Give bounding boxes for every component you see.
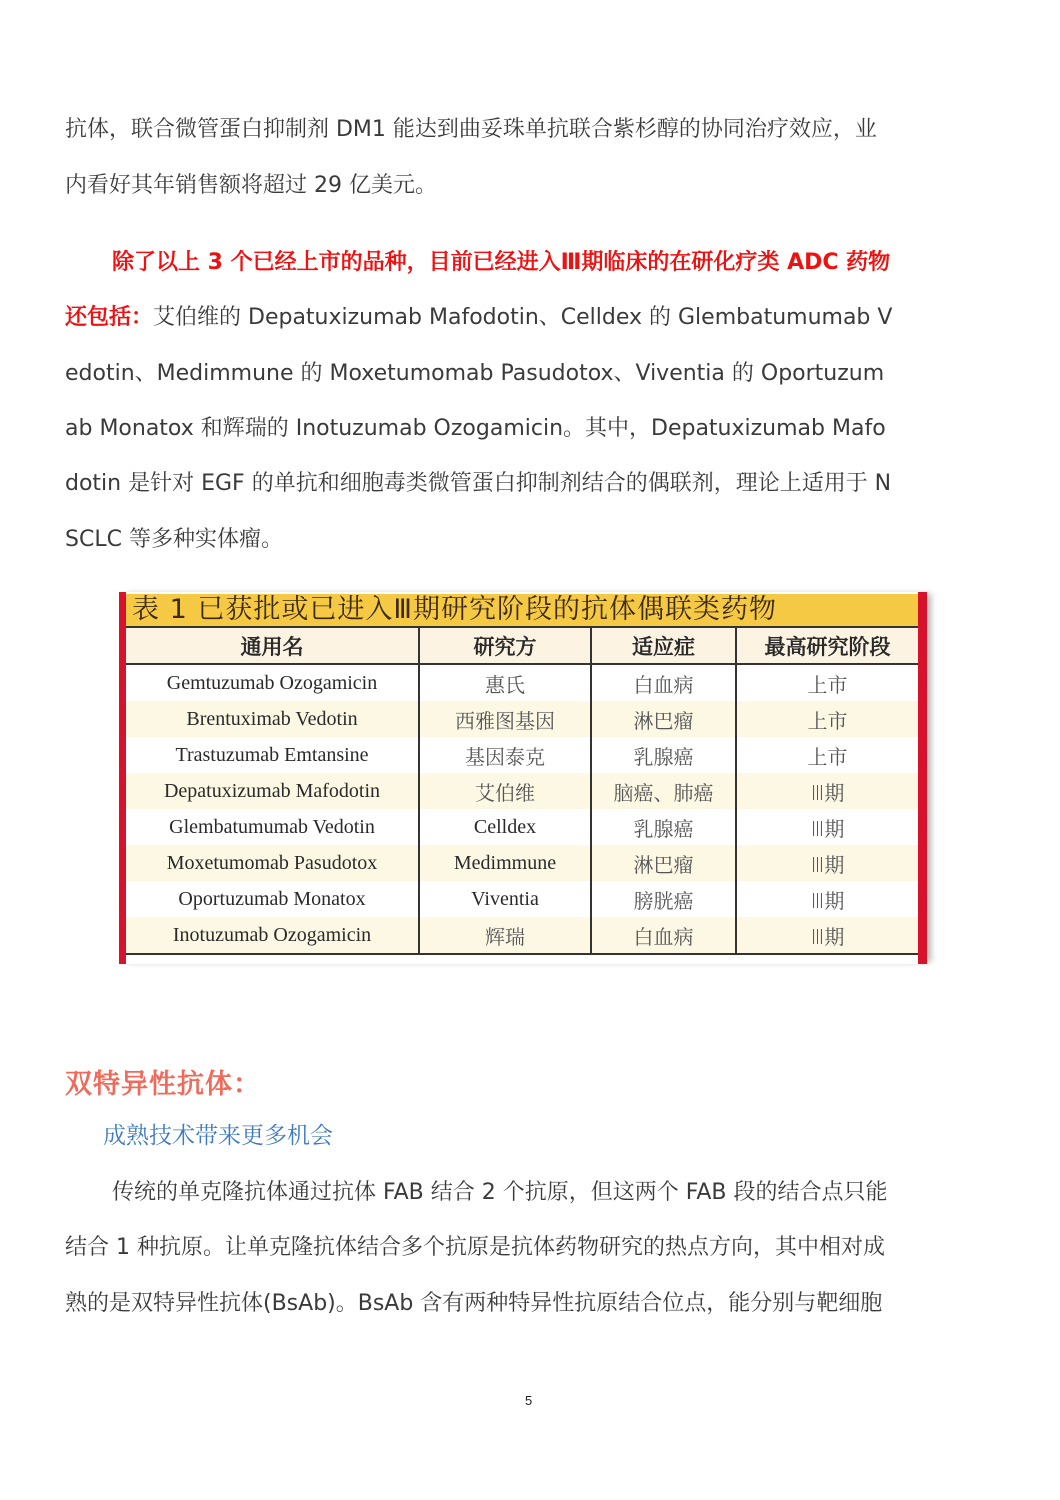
- text-run: 艾伯维的 Depatuxizumab Mafodotin、Celldex 的 Glembatumumab V: [153, 305, 893, 330]
- cell-name: Oportuzumab Monatox: [178, 887, 366, 910]
- cell-developer: 西雅图基因: [419, 701, 591, 737]
- section-heading: 双特异性抗体：: [65, 1069, 261, 1100]
- text-line: ab Monatox 和辉瑞的 Inotuzumab Ozogamicin。其中，Depatuxizumab Mafo: [65, 416, 886, 441]
- text-line: 熟的是双特异性抗体(BsAb)。BsAb 含有两种特异性抗原结合位点，能分别与靶细胞: [65, 1291, 883, 1316]
- cell-indication: 膀胱癌: [591, 881, 736, 917]
- page-number: 5: [525, 1393, 533, 1408]
- table-title: 表 1 已获批或已进入Ⅲ期研究阶段的抗体偶联类药物: [126, 594, 918, 626]
- cell-developer: 辉瑞: [419, 917, 591, 954]
- header-indication: 适应症: [591, 627, 736, 664]
- cell-phase: 上市: [736, 664, 918, 701]
- cell-developer: 基因泰克: [419, 737, 591, 773]
- table-row: [126, 881, 918, 917]
- table-row: [126, 845, 918, 881]
- cell-phase: Ⅲ期: [736, 881, 918, 917]
- cell-phase: Ⅲ期: [736, 917, 918, 954]
- table-row: [126, 737, 918, 773]
- table-row: [126, 664, 918, 701]
- cell-developer: Medimmune: [419, 845, 591, 881]
- table-row: [126, 701, 918, 737]
- drug-table-figure: [119, 592, 927, 964]
- cell-name: Trastuzumab Emtansine: [175, 743, 369, 766]
- table-row: [126, 809, 918, 845]
- text-line: 传统的单克隆抗体通过抗体 FAB 结合 2 个抗原，但这两个 FAB 段的结合点只能: [112, 1180, 888, 1205]
- cell-phase: Ⅲ期: [736, 773, 918, 809]
- cell-name: Moxetumomab Pasudotox: [126, 845, 419, 881]
- text-line: edotin、Medimmune 的 Moxetumomab Pasudotox、Viventia 的 Oportuzum: [65, 361, 885, 386]
- cell-indication: 脑癌、肺癌: [591, 773, 736, 809]
- cell-name: Inotuzumab Ozogamicin: [126, 917, 419, 954]
- cell-name: Depatuxizumab Mafodotin: [126, 773, 419, 809]
- cell-phase: 上市: [736, 701, 918, 737]
- cell-developer: Celldex: [419, 809, 591, 845]
- header-generic-name: 通用名: [126, 627, 419, 664]
- emphasis-text: 还包括：: [65, 305, 154, 330]
- emphasis-text: 除了以上 3 个已经上市的品种，目前已经进入Ⅲ期临床的在研化疗类 ADC 药物: [112, 250, 891, 275]
- table-row: [126, 917, 918, 954]
- cell-indication: 乳腺癌: [591, 737, 736, 773]
- cell-developer: 艾伯维: [419, 773, 591, 809]
- drug-table: [126, 626, 918, 955]
- cell-name: Glembatumumab Vedotin: [169, 815, 375, 838]
- cell-indication: 白血病: [591, 917, 736, 954]
- text-line: [65, 300, 892, 331]
- cell-indication: 淋巴瘤: [591, 701, 736, 737]
- text-line: SCLC 等多种实体瘤。: [65, 527, 283, 552]
- cell-developer: Viventia: [419, 881, 591, 917]
- text-line: dotin 是针对 EGF 的单抗和细胞毒类微管蛋白抑制剂结合的偶联剂，理论上适用于 N: [65, 471, 892, 496]
- cell-name: Gemtuzumab Ozogamicin: [166, 671, 378, 694]
- header-developer: 研究方: [419, 627, 591, 664]
- cell-indication: 乳腺癌: [591, 809, 736, 845]
- cell-developer: 惠氏: [419, 664, 591, 701]
- cell-phase: Ⅲ期: [736, 845, 918, 881]
- cell-name: Brentuximab Vedotin: [126, 701, 419, 737]
- cell-indication: 白血病: [591, 664, 736, 701]
- subsection-heading: 成熟技术带来更多机会: [103, 1123, 333, 1149]
- header-highest-phase: 最高研究阶段: [736, 627, 918, 664]
- cell-phase: 上市: [736, 737, 918, 773]
- text-line: 抗体，联合微管蛋白抑制剂 DM1 能达到曲妥珠单抗联合紫杉醇的协同治疗效应，业: [65, 117, 877, 142]
- text-line: 结合 1 种抗原。让单克隆抗体结合多个抗原是抗体药物研究的热点方向，其中相对成: [65, 1235, 885, 1260]
- table-row: [126, 773, 918, 809]
- table-header-row: [126, 627, 918, 664]
- cell-phase: Ⅲ期: [736, 809, 918, 845]
- cell-indication: 淋巴瘤: [591, 845, 736, 881]
- text-line: 内看好其年销售额将超过 29 亿美元。: [65, 173, 437, 198]
